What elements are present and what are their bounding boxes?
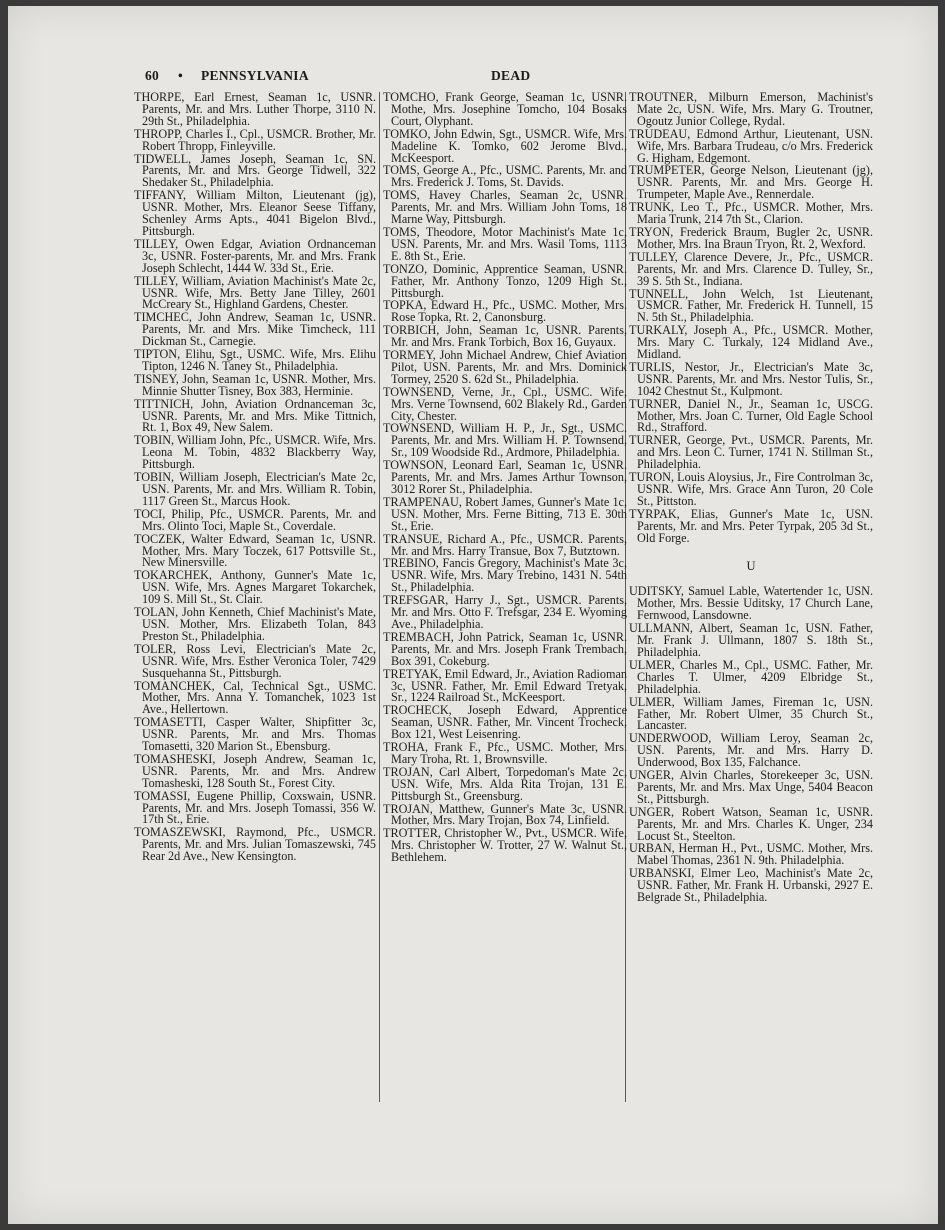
casualty-entry: TUNNELL, John Welch, 1st Lieutenant, USMCR. Father, Mr. Frederick H. Tunnell, 15 N. 5th St., Philadelphia. — [629, 286, 873, 325]
casualty-entry: TORMEY, John Michael Andrew, Chief Aviation Pilot, USN. Parents, Mr. and Mrs. Dominick Tormey, 2520 S. 62d St., Philadelphia. — [383, 348, 627, 386]
casualty-entry: TRETYAK, Emil Edward, Jr., Aviation Radioman 3c, USNR. Father, Mr. Emil Edward Tretyak, Sr., 1224 Railroad St., McKeesport. — [383, 666, 627, 705]
casualty-entry: ULMER, Charles M., Cpl., USMC. Father, Mr. Charles T. Ulmer, 4209 Elbridge St., Philadelphia. — [629, 657, 873, 696]
header-bullet: • — [178, 68, 184, 83]
section-letter: U — [746, 558, 756, 573]
casualty-entry: UNDERWOOD, William Leroy, Seaman 2c, USN. Parents, Mr. and Mrs. Harry D. Underwood, Box 135, Falchance. — [629, 731, 873, 770]
casualty-entry: TITTNICH, John, Aviation Ordnanceman 3c, USNR. Parents, Mr. and Mrs. Mike Tittnich, Rt. 1, Box 49, New Salem. — [134, 396, 376, 435]
casualty-entry: TROUTNER, Milburn Emerson, Machinist's Mate 2c, USN. Wife, Mrs. Mary G. Troutner, Ogoutz Junior College, Rydal. — [629, 90, 873, 128]
casualty-entry: TURNER, Daniel N., Jr., Seaman 1c, USCG. Mother, Mrs. Joan C. Turner, Old Eagle School Rd., Strafford. — [629, 396, 873, 435]
casualty-entry: TIPTON, Elihu, Sgt., USMC. Wife, Mrs. Elihu Tipton, 1246 N. Taney St., Philadelphia. — [134, 347, 376, 373]
casualty-entry: URBANSKI, Elmer Leo, Machinist's Mate 2c, USNR. Father, Mr. Frank H. Urbanski, 2927 E. Belgrade St., Philadelphia. — [629, 866, 873, 905]
casualty-entry: TILLEY, William, Aviation Machinist's Mate 2c, USNR. Wife, Mrs. Betty Jane Tilley, 2601 McCreary St., Highland Gardens, Chester. — [134, 273, 376, 312]
casualty-entry: THROPP, Charles I., Cpl., USMCR. Brother, Mr. Robert Thropp, Finleyville. — [134, 126, 376, 153]
casualty-entry: TOMKO, John Edwin, Sgt., USMCR. Wife, Mrs. Madeline K. Tomko, 602 Jerome Blvd., McKeesport. — [383, 126, 627, 165]
page-header — [145, 68, 875, 84]
casualty-entry: THORPE, Earl Ernest, Seaman 1c, USNR. Parents, Mr. and Mrs. Luther Thorpe, 3110 N. 29th St., Philadelphia. — [134, 90, 376, 128]
casualty-entry: ULLMANN, Albert, Seaman 1c, USN. Father, Mr. Frank J. Ullmann, 1807 S. 18th St., Philadelphia. — [629, 621, 873, 659]
casualty-entry: TOWNSON, Leonard Earl, Seaman 1c, USNR. Parents, Mr. and Mrs. James Arthur Townson, 3012 Rorer St., Philadelphia. — [383, 458, 627, 496]
casualty-entry: TOBIN, William John, Pfc., USMCR. Wife, Mrs. Leona M. Tobin, 4832 Blackberry Way, Pittsburgh. — [134, 433, 376, 472]
casualty-entry: TROTTER, Christopher W., Pvt., USMCR. Wife, Mrs. Christopher W. Trotter, 27 W. Walnut St., Bethlehem. — [383, 826, 627, 865]
casualty-entry: TIFFANY, William Milton, Lieutenant (jg), USNR. Mother, Mrs. Eleanor Seese Tiffany, Schenley Arms Apts., 4041 Bigelon Blvd., Pittsburgh. — [134, 188, 376, 238]
casualty-entry: TOLAN, John Kenneth, Chief Machinist's Mate, USN. Mother, Mrs. Elizabeth Tolan, 843 Preston St., Philadelphia. — [134, 605, 376, 643]
page-number: 60 — [145, 68, 160, 83]
casualty-entry: TONZO, Dominic, Apprentice Seaman, USNR. Father, Mr. Anthony Tonzo, 1209 High St., Pittsburgh. — [383, 261, 627, 300]
casualty-entry: UNGER, Robert Watson, Seaman 1c, USNR. Parents, Mr. and Mrs. Charles K. Unger, 234 Locust St., Steelton. — [629, 804, 873, 843]
casualty-entry: TOMASSI, Eugene Phillip, Coxswain, USNR. Parents, Mr. and Mrs. Joseph Tomassi, 356 W. 17th St., Erie. — [134, 788, 376, 827]
casualty-entry: TOCZEK, Walter Edward, Seaman 1c, USNR. Mother, Mrs. Mary Toczek, 617 Pottsville St., New Minersville. — [134, 531, 376, 570]
casualty-entry: TOMASETTI, Casper Walter, Shipfitter 3c, USNR. Parents, Mr. and Mrs. Thomas Tomasetti, 320 Marion St., Ebensburg. — [134, 715, 376, 754]
casualty-entry: TOMS, Havey Charles, Seaman 2c, USNR. Parents, Mr. and Mrs. William John Toms, 18 Marne Way, Pittsburgh. — [383, 188, 627, 227]
casualty-entry: TOMS, George A., Pfc., USMC. Parents, Mr. and Mrs. Frederick J. Toms, St. Davids. — [383, 163, 627, 190]
casualty-entry: TOCI, Philip, Pfc., USMCR. Parents, Mr. and Mrs. Olinto Toci, Maple St., Coverdale. — [134, 506, 376, 533]
casualty-entry: TREFSGAR, Harry J., Sgt., USMCR. Parents, Mr. and Mrs. Otto F. Trefsgar, 234 E. Wyoming Ave., Philadelphia. — [383, 593, 627, 631]
casualty-entry: TYRPAK, Elias, Gunner's Mate 1c, USN. Parents, Mr. and Mrs. Peter Tyrpak, 205 3d St., Old Forge. — [629, 506, 873, 545]
casualty-entry: UDITSKY, Samuel Lable, Watertender 1c, USN. Mother, Mrs. Bessie Uditsky, 17 Church Lane, Fernwood, Lansdowne. — [629, 584, 873, 623]
casualty-entry: TOKARCHEK, Anthony, Gunner's Mate 1c, USN. Wife, Mrs. Agnes Margaret Tokarchek, 109 S. Mill St., St. Clair. — [134, 568, 376, 607]
casualty-entry: TRAMPENAU, Robert James, Gunner's Mate 1c, USN. Mother, Mrs. Ferne Bitting, 713 E. 30th St., Erie. — [383, 494, 627, 533]
casualty-entry: ULMER, William James, Fireman 1c, USN. Father, Mr. Robert Ulmer, 35 Church St., Lancaster. — [629, 694, 873, 733]
casualty-entry: TREMBACH, John Patrick, Seaman 1c, USNR. Parents, Mr. and Mrs. Joseph Frank Trembach, Box 391, Cokeburg. — [383, 629, 627, 668]
casualty-entry: TILLEY, Owen Edgar, Aviation Ordnanceman 3c, USNR. Foster-parents, Mr. and Mrs. Frank Joseph Schlecht, 1444 W. 33d St., Erie. — [134, 236, 376, 275]
column-1 — [134, 92, 376, 864]
casualty-entry: TROHA, Frank F., Pfc., USMC. Mother, Mrs. Mary Troha, Rt. 1, Brownsville. — [383, 740, 627, 766]
document-page — [8, 6, 938, 1224]
casualty-entry: TOWNSEND, William H. P., Jr., Sgt., USMC. Parents, Mr. and Mrs. William H. P. Townsend, Sr., 109 Woodside Rd., Ardmore, Philadelphia. — [383, 421, 627, 460]
casualty-entry: TISNEY, John, Seaman 1c, USNR. Mother, Mrs. Minnie Shutter Tisney, Box 383, Herminie. — [134, 371, 376, 398]
casualty-entry: TURLIS, Nestor, Jr., Electrician's Mate 3c, USNR. Parents, Mr. and Mrs. Nestor Tulis, Sr., 1042 Chestnut St., Kulpmont. — [629, 359, 873, 398]
casualty-entry: TRANSUE, Richard A., Pfc., USMCR. Parents, Mr. and Mrs. Harry Transue, Box 7, Butztown. — [383, 531, 627, 558]
casualty-entry: TROJAN, Matthew, Gunner's Mate 3c, USNR. Mother, Mrs. Mary Trojan, Box 74, Linfield. — [383, 801, 627, 828]
column-2 — [383, 92, 627, 865]
casualty-entry: TOPKA, Edward H., Pfc., USMC. Mother, Mrs. Rose Topka, Rt. 2, Canonsburg. — [383, 298, 627, 325]
casualty-entry: TURKALY, Joseph A., Pfc., USMCR. Mother, Mrs. Mary C. Turkaly, 124 Midland Ave., Midland. — [629, 323, 873, 362]
casualty-entry: TRUDEAU, Edmond Arthur, Lieutenant, USN. Wife, Mrs. Barbara Trudeau, c/o Mrs. Frederick G. Higham, Edgemont. — [629, 126, 873, 165]
casualty-entry: TOLER, Ross Levi, Electrician's Mate 2c, USNR. Wife, Mrs. Esther Veronica Toler, 7429 Susquehanna St., Pittsburgh. — [134, 641, 376, 680]
casualty-entry: URBAN, Herman H., Pvt., USMC. Mother, Mrs. Mabel Thomas, 2361 N. 9th. Philadelphia. — [629, 841, 873, 868]
header-state: PENNSYLVANIA — [201, 68, 309, 83]
casualty-entry: TOBIN, William Joseph, Electrician's Mate 2c, USN. Parents, Mr. and Mrs. William R. Tobin, 1117 Green St., Marcus Hook. — [134, 470, 376, 508]
casualty-entry: TOWNSEND, Verne, Jr., Cpl., USMC. Wife, Mrs. Verne Townsend, 602 Blakely Rd., Garden City, Chester. — [383, 384, 627, 423]
casualty-entry: TORBICH, John, Seaman 1c, USNR. Parents, Mr. and Mrs. Frank Torbich, Box 16, Guyaux. — [383, 323, 627, 350]
casualty-entry: TURNER, George, Pvt., USMCR. Parents, Mr. and Mrs. Leon C. Turner, 1741 N. Stillman St., Philadelphia. — [629, 433, 873, 472]
casualty-entry: TRUMPETER, George Nelson, Lieutenant (jg), USNR. Parents, Mr. and Mrs. George H. Trumpeter, Maple Ave., Rennerdale. — [629, 163, 873, 202]
casualty-entry: TOMASZEWSKI, Raymond, Pfc., USMCR. Parents, Mr. and Mrs. Julian Tomaszewski, 745 Rear 2d Ave., New Kensington. — [134, 825, 376, 864]
casualty-entry: TRYON, Frederick Braum, Bugler 2c, USNR. Mother, Mrs. Ina Braun Tryon, Rt. 2, Wexford. — [629, 224, 873, 251]
casualty-entry: TROJAN, Carl Albert, Torpedoman's Mate 2c, USN. Wife, Mrs. Alda Rita Trojan, 131 E. Pittsburgh St., Greensburg. — [383, 764, 627, 803]
casualty-entry: TIDWELL, James Joseph, Seaman 1c, SN. Parents, Mr. and Mrs. George Tidwell, 322 Shedaker St., Philadelphia. — [134, 151, 376, 190]
casualty-entry: TULLEY, Clarence Devere, Jr., Pfc., USMCR. Parents, Mr. and Mrs. Clarence D. Tulley, Sr., 39 S. 5th St., Indiana. — [629, 249, 873, 288]
casualty-entry: UNGER, Alvin Charles, Storekeeper 3c, USN. Parents, Mr. and Mrs. Max Unge, 5404 Beacon St., Pittsburgh. — [629, 768, 873, 806]
casualty-entry: TOMANCHEK, Cal, Technical Sgt., USMC. Mother, Mrs. Anna Y. Tomanchek, 1023 1st Ave., Hellertown. — [134, 678, 376, 717]
casualty-entry: TOMCHO, Frank George, Seaman 1c, USNR. Mothe, Mrs. Josephine Tomcho, 104 Bosaks Court, Olyphant. — [383, 90, 627, 128]
casualty-entry: TURON, Louis Aloysius, Jr., Fire Controlman 3c, USNR. Wife, Mrs. Grace Ann Turon, 20 Cole St., Pittston. — [629, 470, 873, 508]
casualty-entry: TROCHECK, Joseph Edward, Apprentice Seaman, USNR. Father, Mr. Vincent Trocheck, Box 121, West Leisenring. — [383, 703, 627, 742]
column-3 — [629, 92, 873, 905]
column-divider — [379, 92, 380, 1102]
header-section: DEAD — [491, 68, 531, 83]
casualty-entry: TOMASHESKI, Joseph Andrew, Seaman 1c, USNR. Parents, Mr. and Mrs. Andrew Tomasheski, 128 South St., Forest City. — [134, 751, 376, 790]
casualty-entry: TOMS, Theodore, Motor Machinist's Mate 1c, USN. Parents, Mr. and Mrs. Wasil Toms, 1113 E. 8th St., Erie. — [383, 224, 627, 263]
casualty-entry: TRUNK, Leo T., Pfc., USMCR. Mother, Mrs. Maria Trunk, 214 7th St., Clarion. — [629, 200, 873, 227]
casualty-entry: TREBINO, Fancis Gregory, Machinist's Mate 3c, USNR. Wife, Mrs. Mary Trebino, 1431 N. 54th St., Philadelphia. — [383, 556, 627, 595]
casualty-entry: TIMCHEC, John Andrew, Seaman 1c, USNR. Parents, Mr. and Mrs. Mike Timcheck, 111 Dickman St., Carnegie. — [134, 310, 376, 349]
